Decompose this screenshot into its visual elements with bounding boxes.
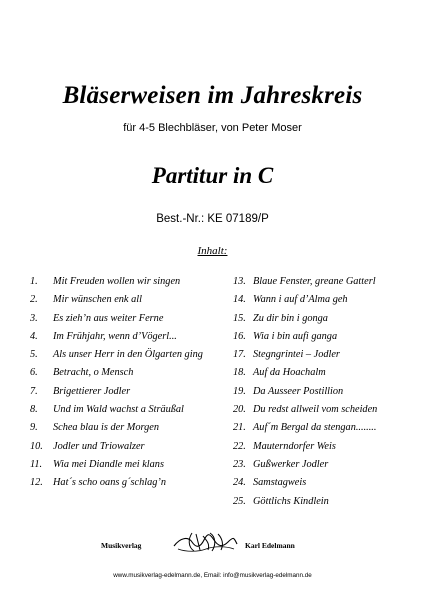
contents-item: [233, 493, 413, 511]
contents-item-title: Wia i bin aufi ganga: [253, 330, 338, 342]
contents-item-number: 20.: [233, 404, 246, 416]
contents-item: [233, 383, 413, 401]
contents-item-title: Es zieh’n aus weiter Ferne: [53, 312, 164, 324]
publisher-logo-right-text: Karl Edelmann: [245, 541, 295, 550]
contents-item-title: Als unser Herr in den Ölgarten ging: [53, 349, 203, 361]
contents-item-title: Mauterndorfer Weis: [253, 440, 336, 452]
contents-item-number: 9.: [30, 422, 38, 434]
contents-item-number: 24.: [233, 477, 246, 489]
score-title: Partitur in C: [151, 163, 274, 188]
contents-item-title: Und im Wald wachst a Sträußal: [53, 404, 184, 416]
contents-item-number: 18.: [233, 367, 246, 379]
contents-item: [233, 346, 413, 364]
contents-item: [30, 438, 230, 456]
contents-item: [233, 474, 413, 492]
contents-item-number: 17.: [233, 349, 246, 361]
contents-item-title: Mir wünschen enk all: [53, 294, 142, 306]
contents-item: [233, 438, 413, 456]
contents-item-title: Auf da Hoachalm: [253, 367, 326, 379]
document-subtitle: für 4-5 Blechbläser, von Peter Moser: [123, 122, 302, 134]
contents-item-number: 16.: [233, 330, 246, 342]
contents-item-number: 2.: [30, 294, 38, 306]
contents-item: [30, 401, 230, 419]
contents-item-title: Mit Freuden wollen wir singen: [53, 276, 181, 287]
contents-list-right: [233, 273, 413, 511]
contents-item-number: 14.: [233, 294, 246, 306]
contents-item: [233, 310, 413, 328]
contents-item: [30, 328, 230, 346]
contents-item-number: 7.: [30, 385, 38, 397]
contents-item: [30, 456, 230, 474]
contents-item-title: Gußwerker Jodler: [253, 458, 329, 470]
contents-item-number: 23.: [233, 458, 246, 470]
contents-item: [30, 273, 230, 291]
contents-item: [233, 273, 413, 291]
contents-item-number: 15.: [233, 312, 246, 324]
contents-heading-text: Inhalt:: [197, 245, 228, 257]
contents-item-title: Da Ausseer Postillion: [253, 385, 344, 397]
contents-item-title: Im Frühjahr, wenn d’Vögerl...: [53, 330, 177, 342]
contents-item: [233, 364, 413, 382]
contents-item: [30, 419, 230, 437]
contents-item: [233, 419, 413, 437]
contents-item-number: 22.: [233, 440, 246, 452]
contents-item: [30, 364, 230, 382]
contents-item-title: Wia mei Diandle mei klans: [53, 458, 164, 470]
contents-heading: [0, 245, 425, 257]
contents-item-title: Zu dir bin i gonga: [253, 312, 328, 324]
contents-item: [30, 474, 230, 492]
contents-item-title: Hat´s scho oans g´schlag’n: [53, 477, 166, 489]
calligraphic-ke-monogram-icon: [170, 530, 240, 554]
contents-item-number: 3.: [30, 312, 38, 324]
document-title: Bläserweisen im Jahreskreis: [62, 82, 363, 109]
contents-item: [30, 383, 230, 401]
contents-item: [233, 401, 413, 419]
contents-item-number: 25.: [233, 495, 246, 507]
contents-item-title: Stegngrintei – Jodler: [253, 349, 340, 361]
contents-item-title: Wann i auf d’Alma geh: [253, 294, 348, 306]
contents-item-number: 5.: [30, 349, 38, 361]
contents-item-number: 8.: [30, 404, 38, 416]
contents-item-number: 1.: [30, 276, 38, 287]
contents-item: [233, 456, 413, 474]
contents-item-number: 10.: [30, 440, 43, 452]
contact-footer: www.musikverlag-edelmann.de, Email: info@musikverlag-edelmann.de: [113, 572, 312, 579]
contents-item-title: Brigettierer Jodler: [53, 385, 131, 397]
contents-item: [233, 291, 413, 309]
contents-item: [30, 291, 230, 309]
contents-item: [30, 346, 230, 364]
contents-item-number: 4.: [30, 330, 38, 342]
contents-item-number: 12.: [30, 477, 43, 489]
contents-item-title: Blaue Fenster, greane Gatterl: [253, 276, 376, 287]
contents-item-number: 21.: [233, 422, 246, 434]
contents-list-left: [30, 273, 230, 493]
contents-item: [233, 328, 413, 346]
order-number: Best.-Nr.: KE 07189/P: [156, 213, 269, 225]
contents-item-title: Auf´m Bergal da stengan........: [253, 422, 377, 434]
contents-item-title: Göttlichs Kindlein: [253, 495, 329, 507]
contents-item-number: 19.: [233, 385, 246, 397]
contents-item-title: Jodler und Triowalzer: [53, 440, 145, 452]
contents-item: [30, 310, 230, 328]
contents-item-title: Betracht, o Mensch: [53, 367, 134, 379]
contents-item-number: 13.: [233, 276, 246, 287]
contents-item-number: 11.: [30, 458, 43, 470]
publisher-logo-left-text: Musikverlag: [101, 541, 142, 550]
contents-item-title: Samstagweis: [253, 477, 307, 489]
contents-item-title: Schea blau is der Morgen: [53, 422, 160, 434]
contents-item-number: 6.: [30, 367, 38, 379]
contents-item-title: Du redst allweil vom scheiden: [253, 404, 378, 416]
